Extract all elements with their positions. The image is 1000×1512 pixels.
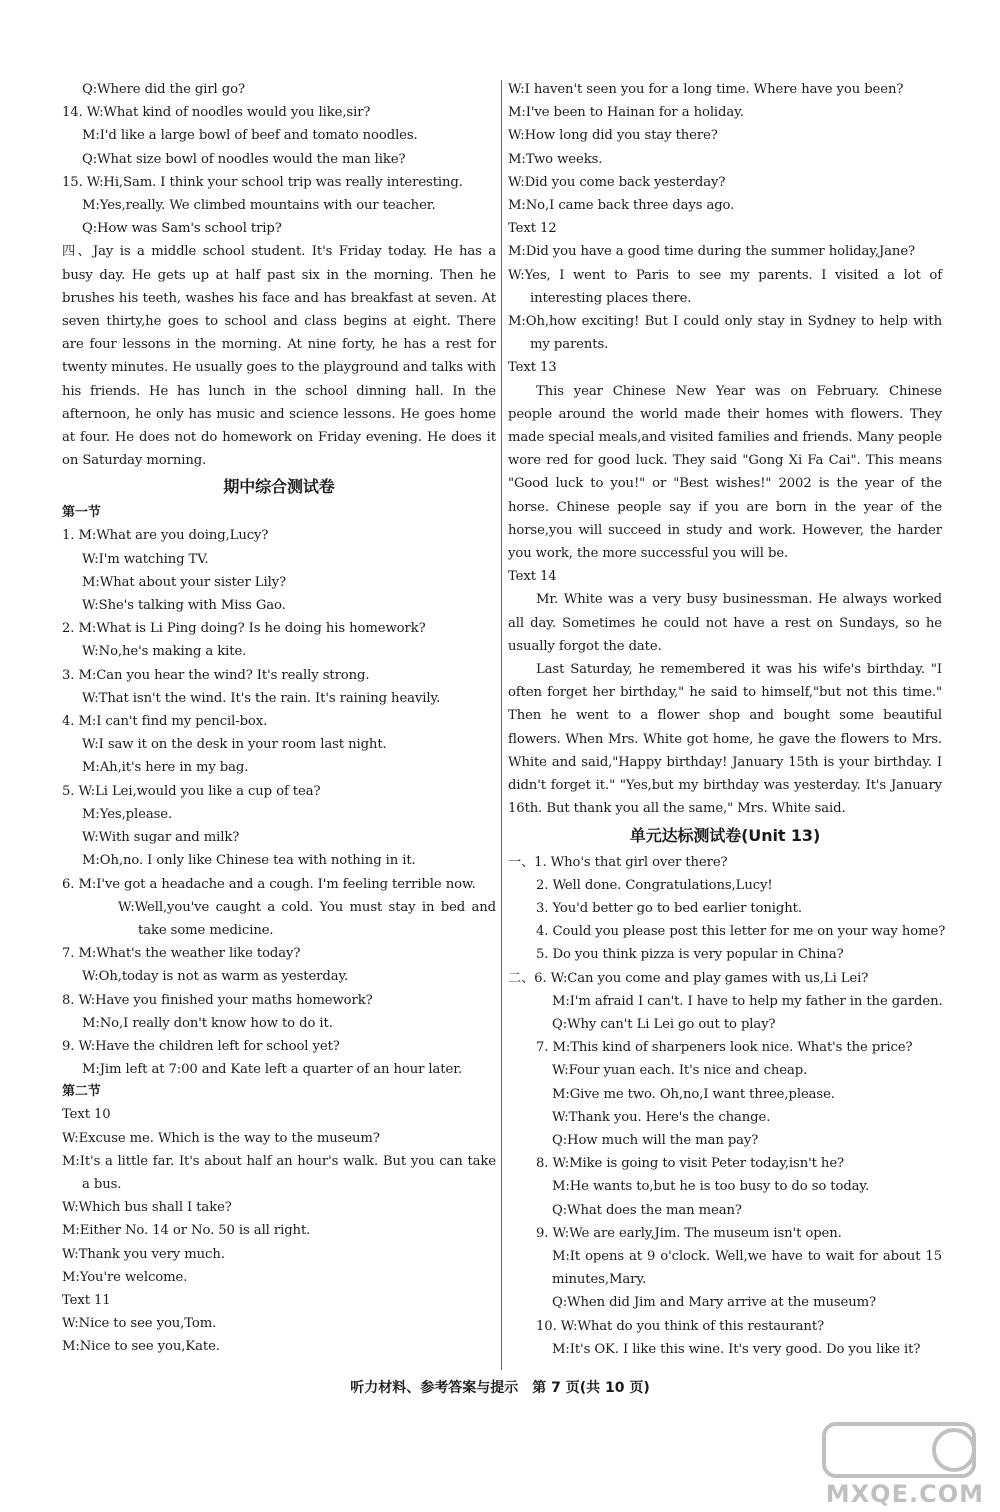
right-line: M:Give me two. Oh,no,I want three,please. bbox=[552, 1086, 835, 1102]
right-line: Q:What does the man mean? bbox=[552, 1202, 742, 1218]
left-line: M:I'd like a large bowl of beef and tomato noodles. bbox=[82, 128, 418, 144]
right-line: Text 12 bbox=[508, 221, 557, 237]
right-line: W:Did you come back yesterday? bbox=[508, 174, 726, 190]
right-line: M:Two weeks. bbox=[508, 151, 603, 167]
left-line: W:Nice to see you,Tom. bbox=[62, 1316, 217, 1332]
left-line: W:Oh,today is not as warm as yesterday. bbox=[82, 969, 349, 985]
right-line: W:Yes, I went to Paris to see my parents. I visited a lot of interesting places there. bbox=[508, 267, 942, 306]
left-line: M:You're welcome. bbox=[62, 1269, 188, 1285]
right-line: 二、6. W:Can you come and play games with us,Li Lei? bbox=[508, 970, 869, 986]
section-title: 单元达标测试卷(Unit 13) bbox=[629, 825, 821, 845]
left-line: Q:Where did the girl go? bbox=[82, 82, 245, 97]
subsection-heading: 第二节 bbox=[62, 1084, 101, 1100]
left-line: W:Which bus shall I take? bbox=[62, 1200, 232, 1216]
right-column bbox=[508, 78, 946, 1361]
left-line: 1. M:What are you doing,Lucy? bbox=[62, 528, 269, 544]
right-line: M:No,I came back three days ago. bbox=[508, 198, 735, 214]
right-line: 9. W:We are early,Jim. The museum isn't open. bbox=[536, 1225, 842, 1241]
right-line: Q:Why can't Li Lei go out to play? bbox=[552, 1016, 776, 1032]
left-line: W:Thank you very much. bbox=[62, 1246, 225, 1262]
left-line: W:Excuse me. Which is the way to the museum? bbox=[62, 1130, 380, 1146]
left-line: W:She's talking with Miss Gao. bbox=[82, 598, 286, 614]
left-line: W:No,he's making a kite. bbox=[82, 644, 247, 660]
left-line: W:Well,you've caught a cold. You must stay in bed and take some medicine. bbox=[118, 899, 496, 938]
left-line: 7. M:What's the weather like today? bbox=[62, 946, 301, 962]
right-line: 7. M:This kind of sharpeners look nice. What's the price? bbox=[536, 1040, 913, 1056]
left-line: M:Ah,it's here in my bag. bbox=[82, 760, 249, 776]
left-line: Text 10 bbox=[62, 1107, 111, 1123]
right-line: M:He wants to,but he is too busy to do so today. bbox=[552, 1179, 870, 1195]
watermark-logo bbox=[804, 1414, 994, 1510]
left-line: M:Oh,no. I only like Chinese tea with nothing in it. bbox=[82, 853, 416, 869]
right-line: 3. You'd better go to bed earlier tonight. bbox=[536, 900, 802, 916]
left-column bbox=[62, 78, 496, 1359]
left-line: W:That isn't the wind. It's the rain. It's raining heavily. bbox=[82, 690, 441, 706]
right-line: M:It's OK. I like this wine. It's very good. Do you like it? bbox=[552, 1341, 921, 1357]
left-paragraph: 四、Jay is a middle school student. It's Friday today. He has a busy day. He gets up at half past six in the morning. Then he brushes his teeth, washes his face and has breakfast at seven. At seven thirty,he goes to school and class begins at eight. There are four lessons in the morning. At nine forty, he has a rest for twenty minutes. He usually goes to the playground and talks with his friends. He has lunch in the school dinning hall. In the afternoon, he only has music and science lessons. He goes home at four. He does not do homework on Friday evening. He does it on Saturday morning. bbox=[62, 244, 496, 469]
left-line: 15. W:Hi,Sam. I think your school trip was really interesting. bbox=[62, 174, 463, 190]
left-line: 5. W:Li Lei,would you like a cup of tea? bbox=[62, 783, 321, 799]
left-line: M:Either No. 14 or No. 50 is all right. bbox=[62, 1223, 311, 1239]
left-line: 14. W:What kind of noodles would you like,sir? bbox=[62, 105, 371, 121]
left-line: M:No,I really don't know how to do it. bbox=[82, 1015, 333, 1031]
left-line: W:With sugar and milk? bbox=[82, 830, 240, 846]
watermark-icon bbox=[804, 1414, 994, 1484]
right-line: W:Four yuan each. It's nice and cheap. bbox=[552, 1063, 808, 1079]
right-line: M:Oh,how exciting! But I could only stay in Sydney to help with my parents. bbox=[508, 314, 942, 353]
left-line: 8. W:Have you finished your maths homework? bbox=[62, 992, 373, 1008]
section-title: 期中综合测试卷 bbox=[223, 477, 335, 497]
left-line: M:What about your sister Lily? bbox=[82, 574, 287, 590]
right-paragraph: Last Saturday, he remembered it was his wife's birthday. "I often forget her birthday," he said to himself,"but not this time." Then he went to a flower shop and bought some beautiful flowers. When Mrs. White got home, he gave the flowers to Mrs. White and said,"Happy birthday! January 15th is your birthday. I didn't forget it." "Yes,but my birthday was yesterday. It's January 16th. But thank you all the same," Mrs. White said. bbox=[508, 662, 942, 817]
left-line: M:Yes,please. bbox=[82, 806, 173, 822]
column-divider bbox=[501, 80, 502, 1370]
right-line: M:I'm afraid I can't. I have to help my father in the garden. bbox=[552, 993, 943, 1009]
right-paragraph: This year Chinese New Year was on February. Chinese people around the world made their homes with flowers. They made special meals,and visited families and friends. Many people wore red for good luck. They said "Gong Xi Fa Cai". This means "Good luck to you!" or "Best wishes!" 2002 is the year of the horse. Chinese people say if you are born in the year of the horse,you will succeed in study and work. However, the harder you work, the more successful you will be. bbox=[508, 383, 942, 562]
left-line: Q:How was Sam's school trip? bbox=[82, 221, 282, 237]
left-line: Text 11 bbox=[62, 1292, 111, 1308]
page-footer: 听力材料、参考答案与提示 第 7 页(共 10 页) bbox=[350, 1380, 650, 1396]
left-line: Q:What size bowl of noodles would the man like? bbox=[82, 151, 406, 167]
left-line: 4. M:I can't find my pencil-box. bbox=[62, 714, 268, 730]
right-line: 10. W:What do you think of this restaurant? bbox=[536, 1318, 824, 1334]
right-line: W:Thank you. Here's the change. bbox=[552, 1109, 771, 1125]
right-line: 5. Do you think pizza is very popular in China? bbox=[536, 947, 844, 963]
right-line: Text 14 bbox=[508, 569, 557, 585]
right-line: W:How long did you stay there? bbox=[508, 128, 718, 144]
watermark-text: MXQE.COM bbox=[825, 1480, 984, 1508]
left-line: M:Jim left at 7:00 and Kate left a quarter of an hour later. bbox=[82, 1062, 463, 1078]
left-line: 6. M:I've got a headache and a cough. I'm feeling terrible now. bbox=[62, 876, 476, 892]
left-line: 2. M:What is Li Ping doing? Is he doing his homework? bbox=[62, 621, 426, 637]
right-line: 2. Well done. Congratulations,Lucy! bbox=[536, 877, 773, 893]
left-line: 9. W:Have the children left for school yet? bbox=[62, 1038, 340, 1054]
left-line: 3. M:Can you hear the wind? It's really strong. bbox=[62, 667, 370, 683]
right-paragraph: M:It opens at 9 o'clock. Well,we have to wait for about 15 minutes,Mary. bbox=[552, 1248, 942, 1288]
right-line: 8. W:Mike is going to visit Peter today,isn't he? bbox=[536, 1156, 844, 1172]
right-paragraph: Mr. White was a very busy businessman. He always worked all day. Sometimes he could not have a rest on Sundays, so he usually forgot the date. bbox=[508, 592, 942, 654]
right-line: Text 13 bbox=[508, 360, 557, 376]
left-line: W:I'm watching TV. bbox=[82, 551, 209, 567]
right-line: Q:When did Jim and Mary arrive at the museum? bbox=[552, 1295, 877, 1311]
right-line: W:I haven't seen you for a long time. Where have you been? bbox=[508, 82, 904, 97]
left-line: W:I saw it on the desk in your room last night. bbox=[82, 737, 387, 753]
left-line: M:Yes,really. We climbed mountains with our teacher. bbox=[82, 198, 436, 214]
subsection-heading: 第一节 bbox=[62, 505, 101, 521]
right-line: M:I've been to Hainan for a holiday. bbox=[508, 105, 744, 121]
right-line: M:Did you have a good time during the summer holiday,Jane? bbox=[508, 244, 915, 260]
left-line: M:Nice to see you,Kate. bbox=[62, 1339, 220, 1355]
left-line: M:It's a little far. It's about half an hour's walk. But you can take a bus. bbox=[62, 1153, 496, 1192]
right-line: Q:How much will the man pay? bbox=[552, 1132, 759, 1148]
right-line: 一、1. Who's that girl over there? bbox=[508, 854, 728, 870]
right-line: 4. Could you please post this letter for me on your way home? bbox=[536, 924, 946, 940]
